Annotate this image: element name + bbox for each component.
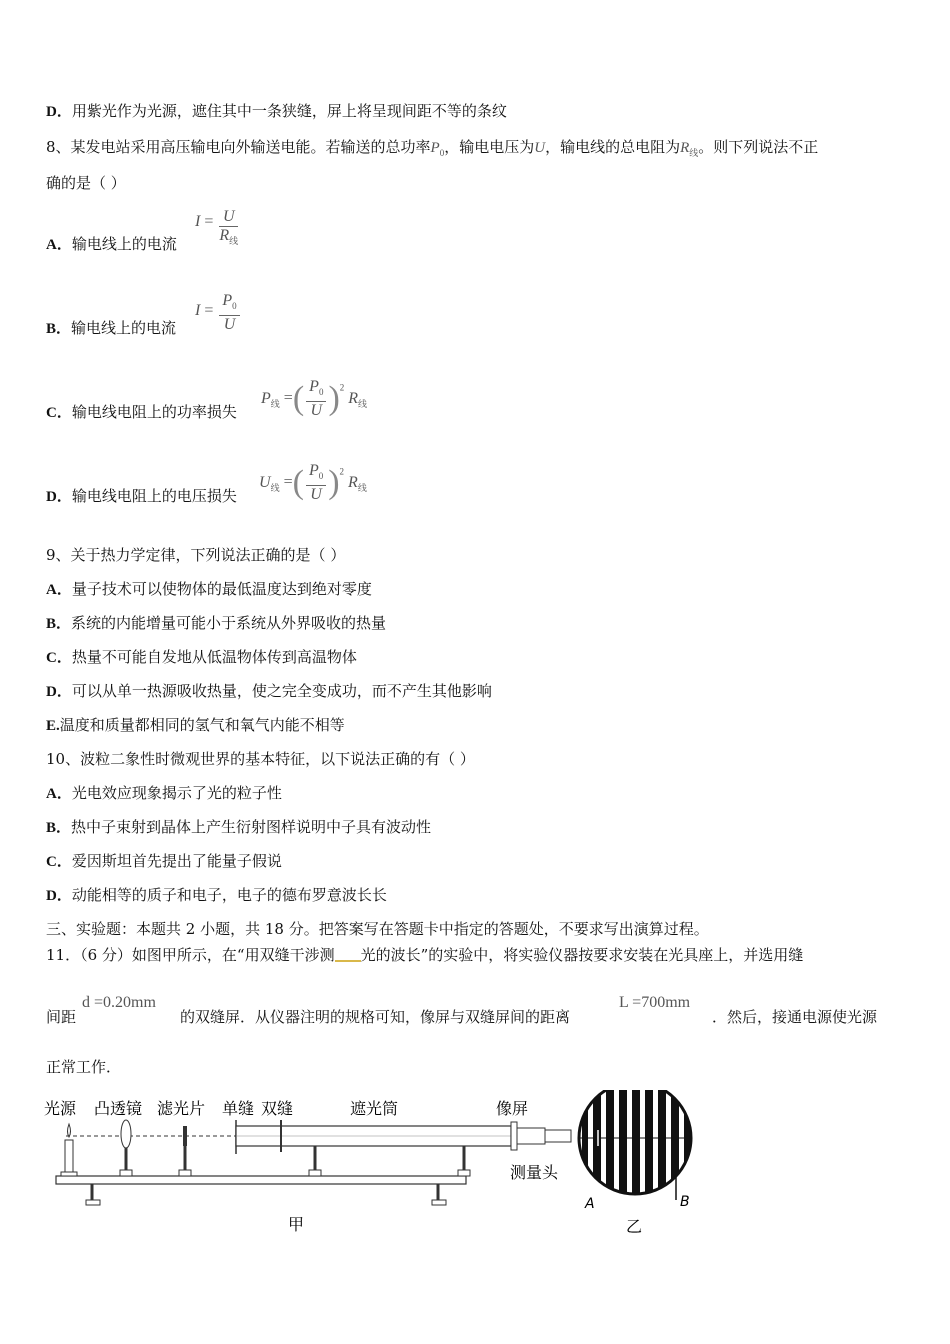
option-letter: C． bbox=[46, 854, 72, 870]
option-letter: C． bbox=[46, 650, 72, 666]
option-text: 用紫光作为光源，遮住其中一条狭缝，屏上将呈现间距不等的条纹 bbox=[71, 102, 507, 120]
stem-text: 光的波长”的实验中，将实验仪器按要求安装在光具座上，并选用缝 bbox=[360, 946, 804, 964]
q10-option-a bbox=[46, 782, 282, 805]
q8-option-d bbox=[46, 485, 237, 508]
point-b-label: B bbox=[680, 1194, 690, 1210]
interference-fringe-view bbox=[579, 1090, 691, 1212]
option-letter: B． bbox=[46, 321, 72, 337]
light-source-candle bbox=[61, 1124, 77, 1176]
q11-stem bbox=[46, 944, 803, 966]
symbol-r: $R_线$ bbox=[680, 140, 699, 158]
label-convex-lens: 凸透镜 bbox=[94, 1099, 143, 1118]
option-text: 光电效应现象揭示了光的粒子性 bbox=[71, 784, 282, 802]
option-letter: D． bbox=[46, 489, 72, 505]
q7-option-d bbox=[46, 100, 507, 123]
q9-option-a bbox=[46, 578, 372, 601]
q8-option-a bbox=[46, 233, 177, 256]
option-text: 爱因斯坦首先提出了能量子假说 bbox=[71, 852, 282, 870]
formula-voltage-loss: $U_线$ =( $\frac{P_0}{U}$ )$^2$ $R_线$ bbox=[259, 462, 367, 503]
option-text: 输电线上的电流 bbox=[71, 235, 177, 253]
option-text: 输电线电阻上的功率损失 bbox=[71, 403, 237, 421]
option-text: 温度和质量都相同的氢气和氧气内能不相等 bbox=[59, 716, 345, 734]
q9-stem: 9、关于热力学定律，下列说法正确的是（ ） bbox=[46, 546, 346, 564]
formula-screen-distance: L =700mm bbox=[619, 994, 691, 1011]
stem-text: 。则下列说法不正 bbox=[698, 138, 819, 156]
label-screen: 像屏 bbox=[496, 1099, 529, 1118]
formula-slit-spacing: d =0.20mm bbox=[82, 994, 156, 1011]
filter bbox=[179, 1126, 191, 1176]
q9-option-d bbox=[46, 680, 492, 703]
option-letter: B． bbox=[46, 616, 72, 632]
formula-current-u-over-r: I = $\frac{U}{R_线}$ bbox=[195, 208, 239, 246]
q9-option-c bbox=[46, 646, 357, 669]
option-text: 输电线电阻上的电压损失 bbox=[71, 487, 237, 505]
symbol-p0: $P_0$ bbox=[430, 140, 445, 158]
stem-text: ，输电线的总电阻为 bbox=[545, 138, 681, 156]
option-text: 量子技术可以使物体的最低温度达到绝对零度 bbox=[71, 580, 372, 598]
q11-line3: 正常工作． bbox=[46, 1058, 122, 1076]
q11-line2-end: ．然后，接通电源使光源 bbox=[712, 1008, 878, 1026]
option-letter: D． bbox=[46, 888, 72, 904]
label-light-source: 光源 bbox=[44, 1099, 77, 1118]
option-text: 系统的内能增量可能小于系统从外界吸收的热量 bbox=[71, 614, 387, 632]
stem-text: 间距 bbox=[46, 1008, 77, 1026]
option-letter: A． bbox=[46, 786, 72, 802]
stem-text: 11．（6 分）如图甲所示，在“用双缝干涉测 bbox=[46, 946, 335, 964]
q10-option-c bbox=[46, 850, 282, 873]
q8-option-b bbox=[46, 317, 176, 340]
option-letter: D． bbox=[46, 684, 72, 700]
option-letter: A． bbox=[46, 237, 72, 253]
label-filter: 滤光片 bbox=[157, 1099, 206, 1118]
q8-option-c bbox=[46, 401, 237, 424]
optical-bench bbox=[56, 1176, 466, 1205]
option-text: 热量不可能自发地从低温物体传到高温物体 bbox=[71, 648, 357, 666]
blank-underline bbox=[335, 960, 361, 962]
point-a-label: A bbox=[585, 1196, 595, 1212]
option-letter: B． bbox=[46, 820, 72, 836]
label-measuring-head: 测量头 bbox=[510, 1163, 559, 1182]
stem-text: 8、某发电站采用高压输电向外输送电能。若输送的总功率 bbox=[46, 138, 431, 156]
option-text: 输电线上的电流 bbox=[71, 319, 177, 337]
option-letter: D． bbox=[46, 104, 72, 120]
option-text: 热中子束射到晶体上产生衍射图样说明中子具有波动性 bbox=[71, 818, 432, 836]
option-text: 可以从单一热源吸收热量，使之完全变成功，而不产生其他影响 bbox=[71, 682, 492, 700]
option-letter: C． bbox=[46, 405, 72, 421]
stem-text: ，输电电压为 bbox=[444, 138, 535, 156]
q10-stem: 10、波粒二象性时微观世界的基本特征，以下说法正确的有（ ） bbox=[46, 750, 475, 768]
experiment-figure bbox=[40, 1090, 710, 1240]
option-letter: A． bbox=[46, 582, 72, 598]
label-tube: 遮光筒 bbox=[350, 1099, 399, 1118]
q10-option-b bbox=[46, 816, 431, 839]
q8-stem-line2: 确的是（ ） bbox=[46, 174, 126, 192]
caption-yi: 乙 bbox=[626, 1217, 643, 1236]
symbol-u: U bbox=[534, 140, 546, 156]
option-text: 动能相等的质子和电子，电子的德布罗意波长长 bbox=[71, 886, 387, 904]
q10-option-d bbox=[46, 884, 387, 907]
formula-current-p-over-u: I = $\frac{P_0}{U}$ bbox=[195, 292, 242, 334]
convex-lens bbox=[120, 1120, 132, 1176]
formula-power-loss: $P_线$ =( $\frac{P_0}{U}$ )$^2$ $R_线$ bbox=[261, 378, 368, 419]
label-double-slit: 双缝 bbox=[261, 1099, 294, 1118]
q11-line2 bbox=[46, 1006, 76, 1028]
q9-option-b bbox=[46, 612, 386, 635]
caption-jia: 甲 bbox=[288, 1215, 305, 1234]
q8-stem bbox=[46, 136, 818, 164]
section-heading: 三、实验题：本题共 2 小题，共 18 分。把答案写在答题卡中指定的答题处，不要求写出演算过程。 bbox=[46, 920, 709, 938]
q11-line2-mid: 的双缝屏．从仪器注明的规格可知，像屏与双缝屏间的距离 bbox=[180, 1008, 571, 1026]
q9-option-e bbox=[46, 714, 345, 737]
label-single-slit: 单缝 bbox=[222, 1099, 255, 1118]
option-letter: E. bbox=[46, 718, 60, 734]
